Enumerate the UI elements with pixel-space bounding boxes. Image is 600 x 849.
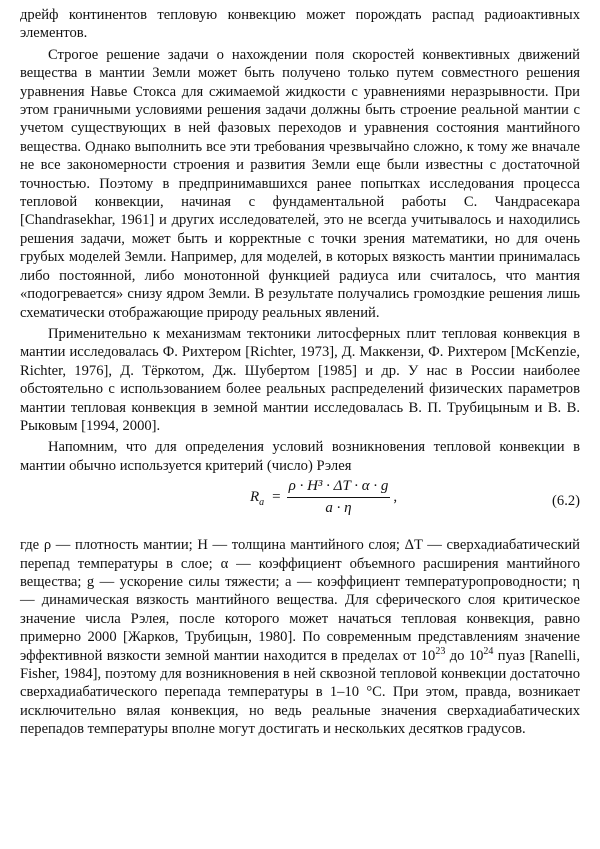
paragraph-strict-solution: Строгое решение задачи о нахождении поля скоростей конвективных движений вещества в мантии Земли может быть получено только путем совместного решения уравнения Навье Стокса для сжимаемой жидкости с уравнениями неразрывности. При этом граничными условиями решения задачи должны быть строение реальной мантии с учетом существующих в ней фазовых переходов и уравнения состояния мантийного вещества. Однако выполнить все эти требования чрезвычайно сложно, к тому же вначале не все закономерности строения и развития Земли еще были известны с достаточной точностью. Поэтому в предпринимавшихся ранее попытках исследования процесса тепловой конвекции, начиная с фундаментальной работы С. Чандрасекара [Chandrasekhar, 1961] и других исследователей, это не всегда учитывалось и находились решения задачи, может быть и корректные с точки зрения математики, но для очень грубых моделей Земли. Например, для моделей, в которых вязкость мантии принималась либо постоянной, либо монотонной функцией радиуса или считалось, что мантия «подогревается» снизу ядром Земли. В результате получались громоздкие решения лишь схематически отображающие природу реальных явлений. (20, 46, 580, 321)
paragraph-continuation: дрейф континентов тепловую конвекцию может порождать распад радиоактивных элементов. (20, 7, 580, 42)
paragraph-plate-tectonics: Применительно к механизмам тектоники литосферных плит тепловая конвекция в мантии исследовалась Ф. Рихтером [Richter, 1973], Д. Маккензи, Ф. Рихтером [McKenzie, Richter, 1976], Д. Тёркотом, Дж. Шубертом [1985] и др. У нас в России наиболее обстоятельно с использованием более реальных распределений физических параметров мантии тепловая конвекция в земной мантии исследовалась В. П. Трубицыным и В. В. Рыковым [1994, 2000]. (20, 325, 580, 434)
viscosity-base-2: 10 (468, 647, 484, 664)
rayleigh-formula (20, 478, 580, 532)
viscosity-base-1: 10 (420, 647, 436, 664)
formula-lhs-subscript: a (259, 497, 265, 509)
paragraph-rayleigh-intro: Напомним, что для определения условий возникновения тепловой конвекции в мантии обычно используется критерий (число) Рэлея (20, 439, 580, 474)
definitions-text: где ρ — плотность мантии; H — толщина мантийного слоя; ΔT — сверхадиабатический перепад температуры в слое; α — коэффициент объемного расширения мантийного вещества; g — ускорение силы тяжести; a — коэффициент температуропроводности; η — динамическая вязкость мантийного вещества. Для сферического слоя критическое значение числа Рэлея, после которого может начаться тепловая конвекция, равно примерно 2000 [Жарков, Трубицын, 1980]. По современным представлениям значение эффективной вязкости земной мантии находится в пределах от (20, 537, 580, 664)
viscosity-exponent-2: 24 (483, 645, 494, 657)
viscosity-range-word: до (445, 647, 469, 664)
formula-equals: = (272, 489, 281, 506)
formula-lhs: $R_a$ (250, 489, 265, 509)
paragraph-definitions (20, 536, 580, 738)
definitions-tail: пуаз [Ranelli, Fisher, 1984], поэтому для возникновения в ней сквозной тепловой конвекции достаточно сверхадиабатического перепада температуры в 1–10 °С. При этом, правда, возникает исключительно вялая конвекция, но ведь реальные значения сверхадиабатических перепадов температуры вполне могут достигать и нескольких десятков градусов. (20, 647, 580, 738)
formula-numerator: ρ · H³ · ΔT · α · g (287, 478, 391, 498)
viscosity-exponent-1: 23 (435, 645, 446, 657)
formula-comma: , (393, 489, 398, 506)
formula-expression (250, 478, 397, 517)
formula-denominator: a · η (325, 500, 352, 517)
formula-fraction (287, 478, 391, 517)
equation-number: (6.2) (552, 493, 580, 510)
